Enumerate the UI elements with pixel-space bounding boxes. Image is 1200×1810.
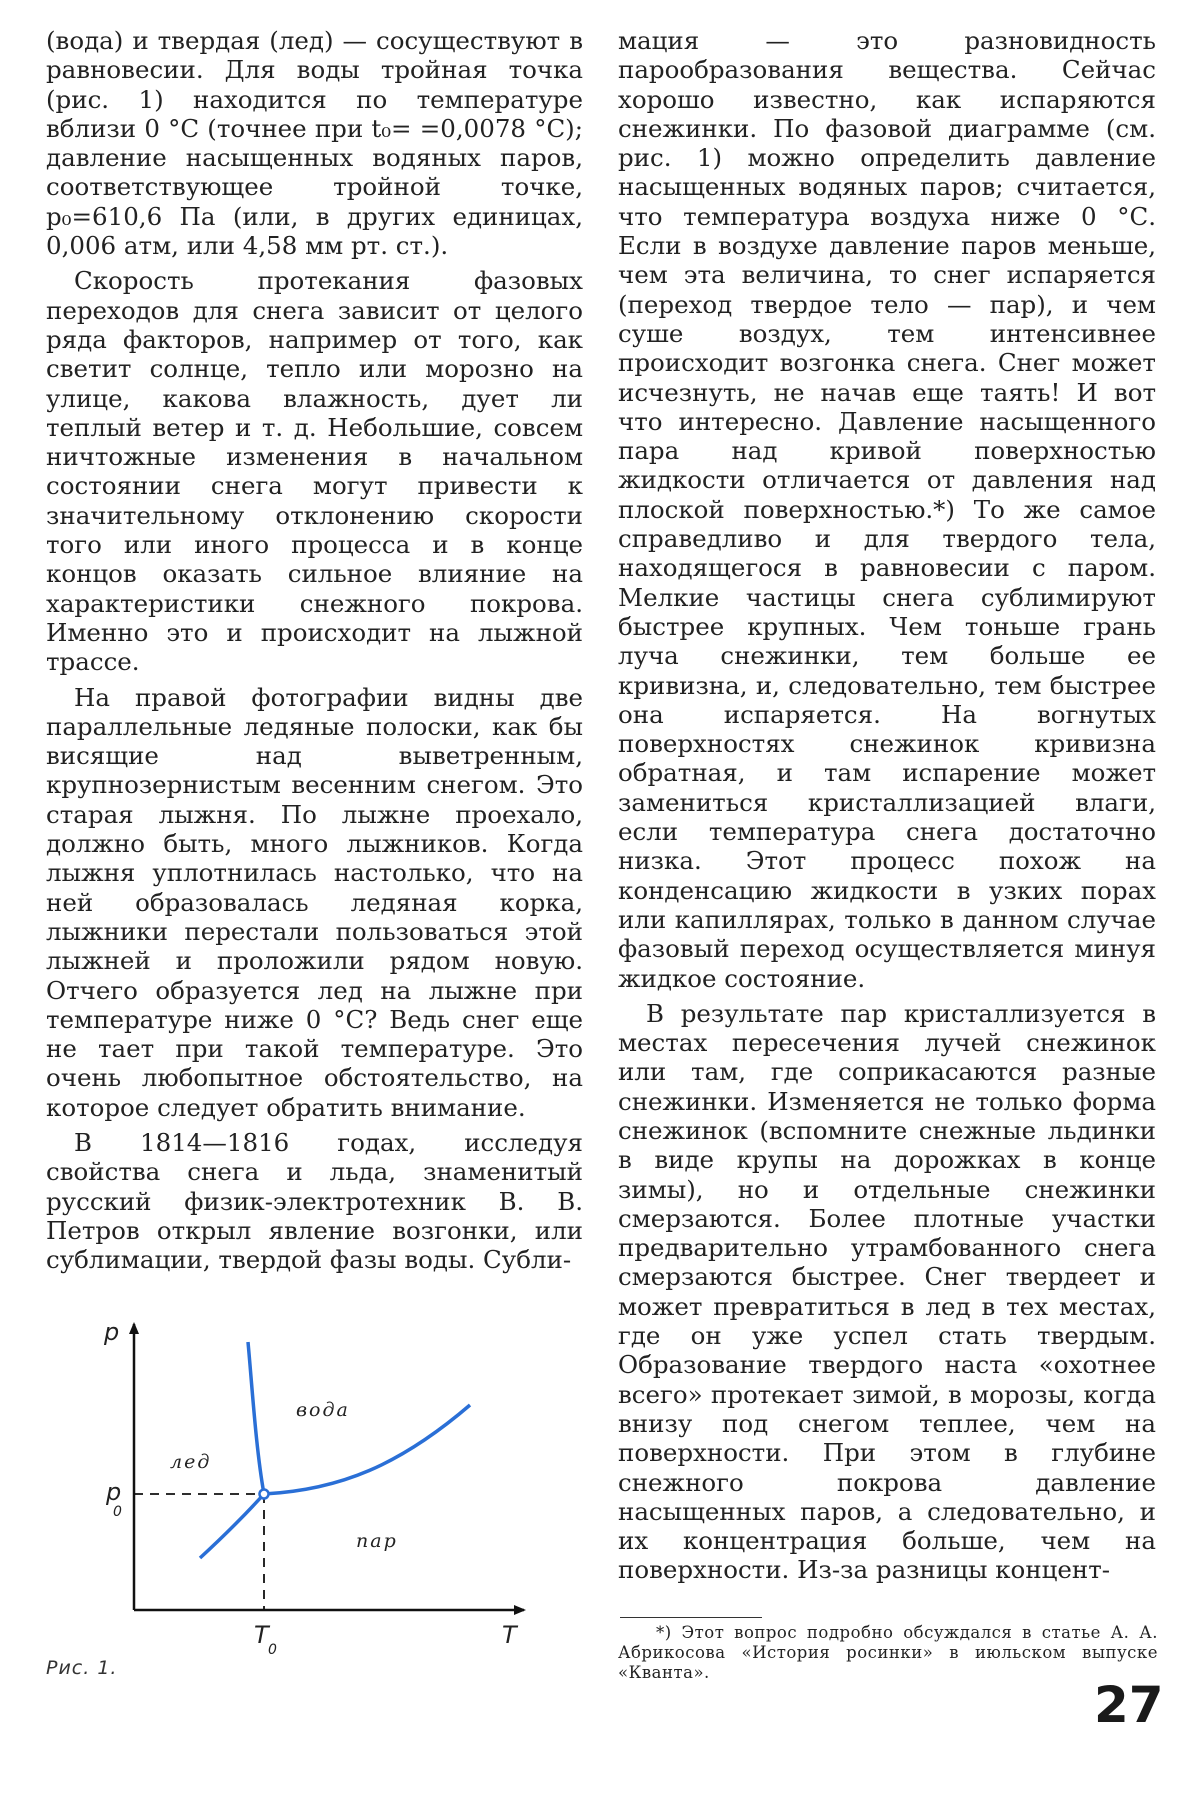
right-text-column <box>618 26 1156 1585</box>
paragraph: (вода) и твердая (лед) — сосуществуют в равновесии. Для воды тройная точка (рис. 1) находится по температуре вблизи 0 °С (точнее при t₀= =0,0078 °С); давление насыщенных водяных паров, соответствующее тройной точке, p₀=610,6 Па (или, в других единицах, 0,006 атм, или 4,58 мм рт. ст.). <box>46 26 583 261</box>
melting-curve <box>248 1342 264 1494</box>
footnote-divider <box>620 1617 762 1618</box>
page-number: 27 <box>1094 1676 1164 1734</box>
t0-subscript: 0 <box>268 1642 277 1658</box>
paragraph: В 1814—1816 годах, исследуя свойства снега и льда, знаменитый русский физик-электротехник В. В. Петров открыл явление возгонки, или сублимации, твердой фазы воды. Субли- <box>46 1127 583 1275</box>
footnote <box>618 1623 1158 1683</box>
vaporization-curve <box>264 1405 470 1494</box>
p0-label: p <box>106 1478 122 1506</box>
footnote-text: *) Этот вопрос подробно обсуждался в статье А. А. Абрикосова «История росинки» в июльском выпуске «Кванта». <box>618 1623 1158 1682</box>
figure-caption: Рис. 1. <box>46 1657 118 1679</box>
t0-label: T <box>254 1621 269 1649</box>
left-text-column <box>46 26 583 1274</box>
paragraph: На правой фотографии видны две параллельные ледяные полоски, как бы висящие над выветренным, крупнозернистым весенним снегом. Это старая лыжня. По лыжне проехало, должно быть, много лыжников. Когда лыжня уплотнилась настолько, что на ней образовалась ледяная корка, лыжники перестали пользоваться этой лыжней и проложили рядом новую. Отчего образуется лед на лыжне при температуре ниже 0 °С? Ведь снег еще не тает при такой температуре. Это очень любопытное обстоятельство, на которое следует обратить внимание. <box>46 682 583 1122</box>
paragraph: мация — это разновидность парообразования вещества. Сейчас хорошо известно, как испаряются снежинки. По фазовой диаграмме (см. рис. 1) можно определить давление насыщенных водяных паров; считается, что температура воздуха ниже 0 °С. Если в воздухе давление паров меньше, чем эта величина, то снег испаряется (переход твердое тело — пар), и чем суше воздух, тем интенсивнее происходит возгонка снега. Снег может исчезнуть, не начав еще таять! И вот что интересно. Давление насыщенного пара над кривой поверхностью жидкости отличается от давления над плоской поверхностью.*) То же самое справедливо и для твердого тела, находящегося в равновесии с паром. Мелкие частицы снега сублимируют быстрее крупных. Чем тоньше грань луча снежинки, тем больше ее кривизна, и, следовательно, тем быстрее она испаряется. На вогнутых поверхностях снежинок кривизна обратная, и там испарение может замениться кристаллизацией влаги, если температура снега достаточно низка. Этот процесс похож на конденсацию жидкости в узких порах или капиллярах, только в данном случае фазовый переход осуществляется минуя жидкое состояние. <box>618 26 1156 993</box>
y-axis-label: p <box>104 1318 120 1346</box>
paragraph: Скорость протекания фазовых переходов для снега зависит от целого ряда факторов, например от того, как светит солнце, тепло или морозно на улице, какова влажность, дует ли теплый ветер и т. д. Небольшие, совсем ничтожные изменения в начальном состоянии снега могут привести к значительному отклонению скорости того или иного процесса и в конце концов оказать сильное влияние на характеристики снежного покрова. Именно это и происходит на лыжной трассе. <box>46 266 583 677</box>
region-vapor-label: пар <box>356 1530 398 1552</box>
p0-subscript: 0 <box>113 1504 122 1520</box>
region-water-label: вода <box>296 1399 350 1421</box>
phase-diagram-figure <box>40 1310 540 1700</box>
triple-point <box>260 1490 269 1499</box>
x-axis-label: T <box>502 1621 517 1649</box>
sublimation-curve <box>200 1494 264 1558</box>
region-ice-label: лед <box>170 1451 212 1473</box>
paragraph: В результате пар кристаллизуется в местах пересечения лучей снежинок или там, где соприкасаются разные снежинки. Изменяется не только форма снежинок (вспомните снежные льдинки в виде крупы на дорожках в конце зимы), но и отдельные снежинки смерзаются. Более плотные участки предварительно утрамбованного снега смерзаются быстрее. Снег твердеет и может превратиться в лед в тех местах, где он уже успел стать твердым. Образование твердого наста «охотнее всего» протекает зимой, в морозы, когда внизу под снегом теплее, чем на поверхности. При этом в глубине снежного покрова давление насыщенных паров, а следовательно, и их концентрация больше, чем на поверхности. Из-за разницы концент- <box>618 998 1156 1585</box>
